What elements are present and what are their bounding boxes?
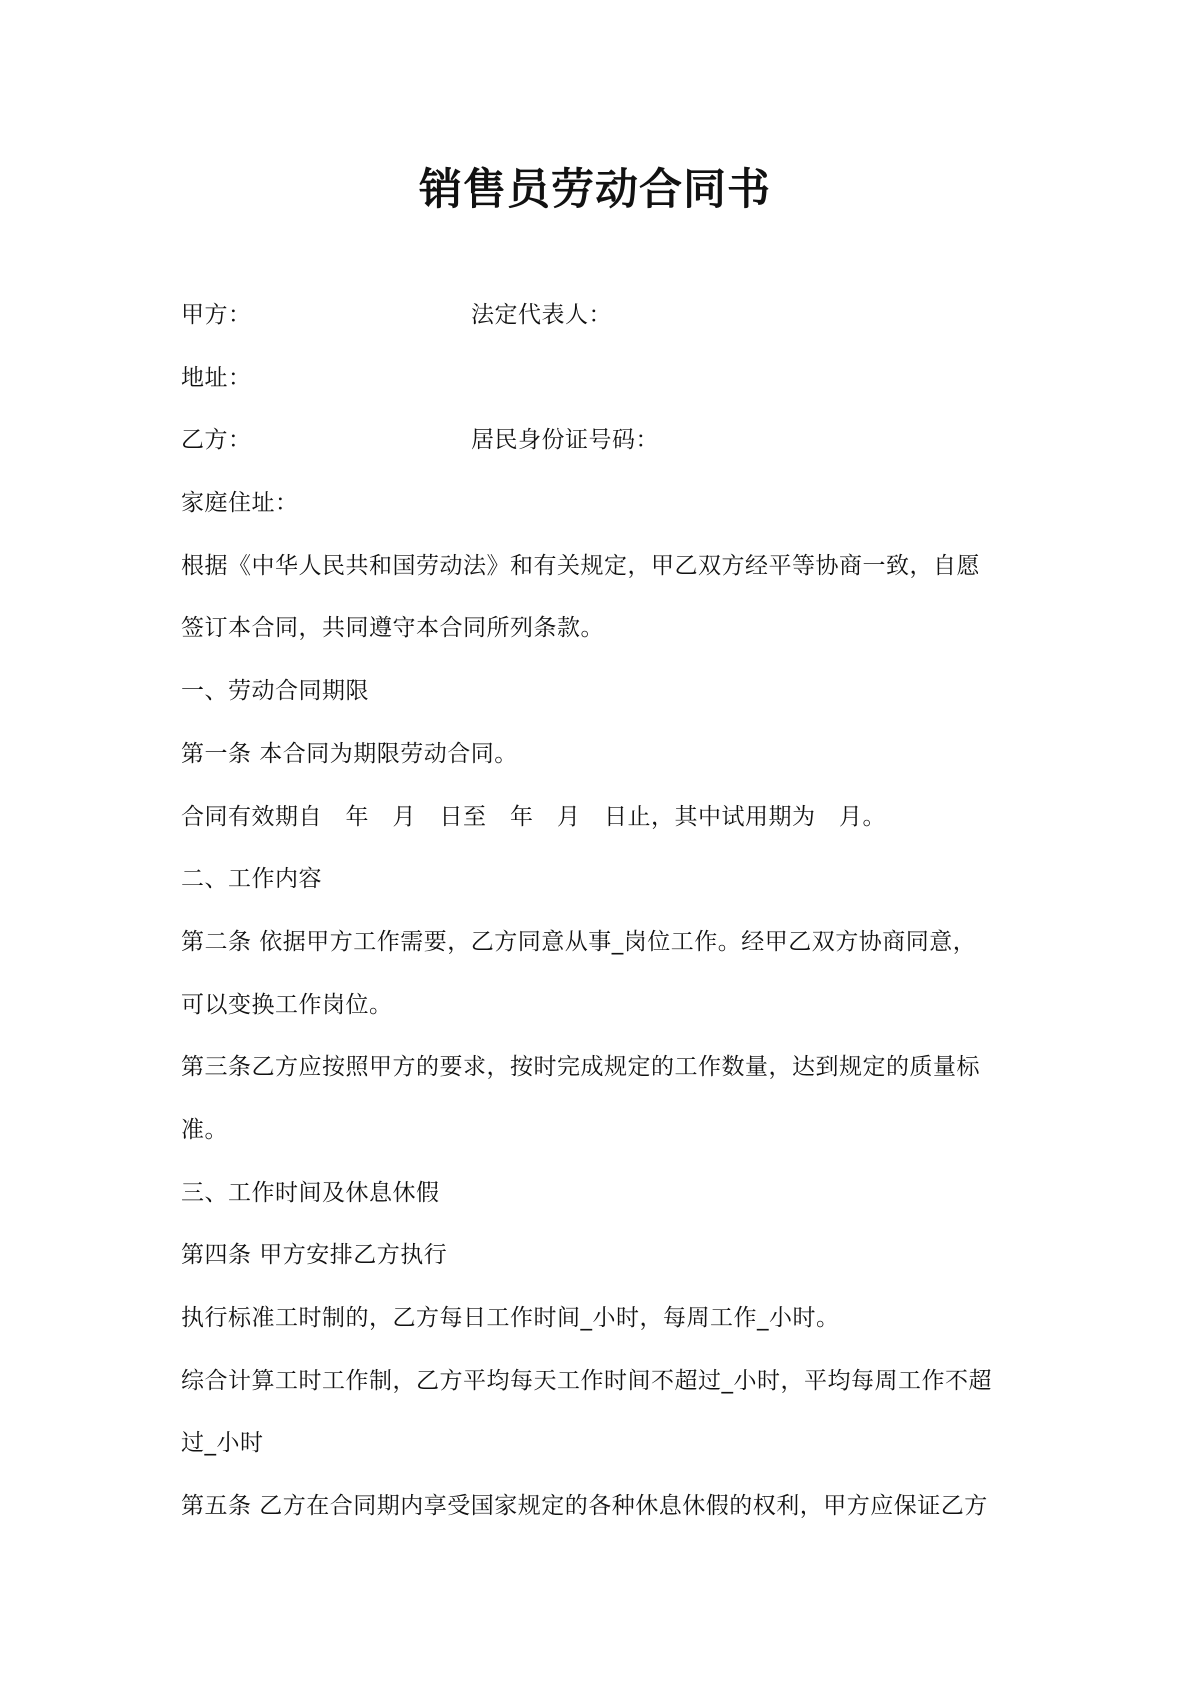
home-address-label: 家庭住址：	[181, 490, 299, 517]
paragraph-line: 准。	[181, 1116, 228, 1143]
paragraph-line: 第四条 甲方安排乙方执行	[181, 1242, 448, 1269]
party-a-row	[181, 295, 1021, 358]
paragraph-line: 过_小时	[181, 1430, 264, 1457]
paragraph-line: 根据《中华人民共和国劳动法》和有关规定，甲乙双方经平等协商一致，自愿	[181, 552, 980, 579]
paragraph-line: 签订本合同，共同遵守本合同所列条款。	[181, 615, 604, 642]
section-heading: 二、工作内容	[181, 866, 322, 893]
section-heading: 一、劳动合同期限	[181, 678, 369, 705]
home-address-row	[181, 483, 1021, 546]
party-a-label: 甲方：	[181, 302, 252, 328]
section-heading: 三、工作时间及休息休假	[181, 1179, 440, 1206]
address-label: 地址：	[181, 364, 252, 391]
paragraph-line: 第三条乙方应按照甲方的要求，按时完成规定的工作数量，达到规定的质量标	[181, 1054, 980, 1081]
paragraph-line: 第一条 本合同为期限劳动合同。	[181, 740, 518, 767]
document-body	[181, 295, 1021, 1549]
party-b-label: 乙方：	[181, 427, 252, 454]
document-title: 销售员劳动合同书	[419, 165, 771, 215]
legal-rep-label: 法定代表人：	[471, 302, 612, 328]
party-b-row	[181, 420, 1021, 483]
address-row	[181, 358, 1021, 421]
paragraph-line: 综合计算工时工作制，乙方平均每天工作时间不超过_小时，平均每周工作不超	[181, 1367, 992, 1394]
paragraph-line: 可以变换工作岗位。	[181, 991, 393, 1018]
paragraph-line: 合同有效期自 年 月 日至 年 月 日止，其中试用期为 月。	[181, 803, 886, 830]
paragraph-line: 第二条 依据甲方工作需要，乙方同意从事_岗位工作。经甲乙双方协商同意，	[181, 928, 977, 955]
paragraph-line: 执行标准工时制的，乙方每日工作时间_小时，每周工作_小时。	[181, 1305, 840, 1331]
paragraph-line: 第五条 乙方在合同期内享受国家规定的各种休息休假的权利，甲方应保证乙方	[181, 1493, 988, 1520]
id-number-label: 居民身份证号码：	[471, 427, 659, 454]
